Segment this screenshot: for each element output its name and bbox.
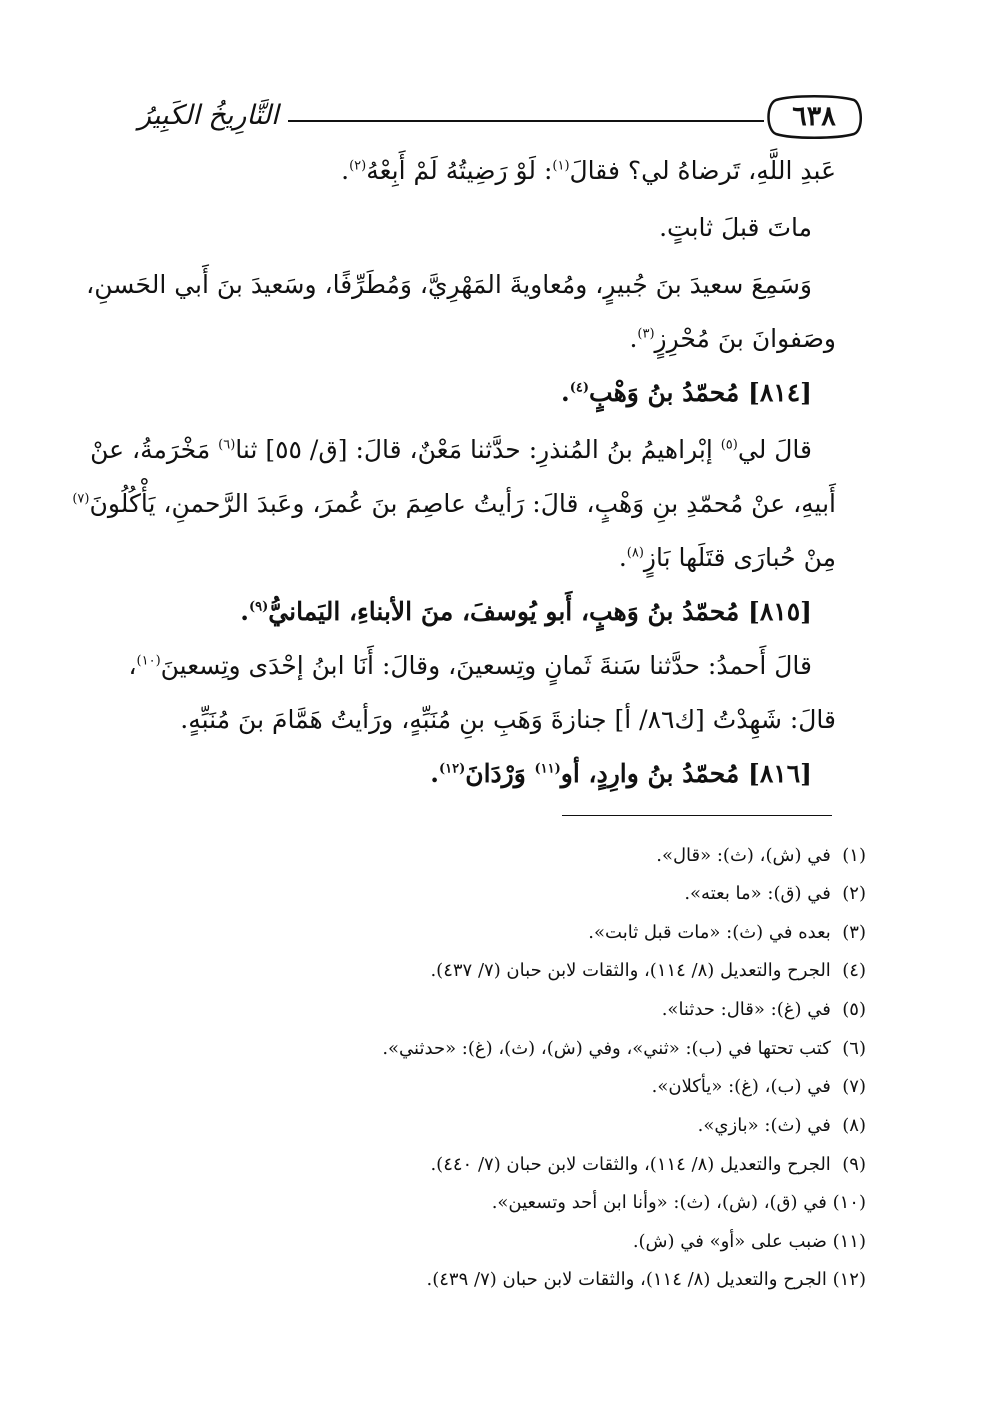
body-line: قالَ: شَهِدْتُ [ك٨٦/ أ] جنازةَ وَهَبِ بنِ مُنَبِّهٍ، ورَأيتُ هَمَّامَ بنَ مُنَبِّهٍ. <box>180 705 836 734</box>
footnote-ref: (١٠) <box>136 653 161 669</box>
header-rule <box>288 120 764 122</box>
footnote: (٩) الجرح والتعديل (٨/ ١١٤)، والثقات لابن حبان (٧/ ٤٤٠). <box>430 1154 866 1175</box>
body-line: مِنْ حُبارَى قتَلَها بَازٍ$^{(٨)}$. <box>618 543 836 572</box>
footnote-ref: (١) <box>552 158 570 174</box>
footnote: (١٠) في (ق)، (ش)، (ث): «وأنا ابن أحد وتسعين». <box>491 1192 866 1213</box>
footnote: (٢) في (ق): «ما بعته». <box>684 883 866 904</box>
footnote-ref: (١٢) <box>438 761 466 777</box>
page-number: ٦٣٨ <box>792 101 836 132</box>
footnote: (٧) في (ب)، (غ): «يأكلان». <box>651 1076 866 1097</box>
body-line: أَبيهِ، عنْ مُحمّدِ بنِ وَهْبٍ، قالَ: رَأيتُ عاصِمَ بنَ عُمرَ، وعَبدَ الرَّحمنِ، يَأْكُلُونَ$^{(٧)}$ <box>72 489 836 518</box>
page-header <box>138 92 868 148</box>
footnote-separator <box>562 815 832 816</box>
body-line: قالَ أَحمدُ: حدَّثنا سَنةَ ثَمانٍ وتِسعينَ، وقالَ: أَنَا ابنُ إحْدَى وتِسعينَ$^{(١٠)}$، <box>128 651 812 680</box>
body-line: ماتَ قبلَ ثابتٍ. <box>659 213 812 242</box>
footnote-ref: (٧) <box>72 491 90 507</box>
footnote-ref: (٦) <box>218 437 236 453</box>
footnote: (٨) في (ث): «بازي». <box>697 1115 866 1136</box>
entry-heading: [٨١٥] مُحمّدُ بنُ وَهبٍ، أَبو يُوسفَ، منَ الأبناءِ، اليَمانيُّ$^{(٩)}$. <box>240 597 812 626</box>
entry-heading: [٨١٤] مُحمّدُ بنُ وَهْبٍ$^{(٤)}$. <box>561 378 812 407</box>
footnote: (٦) كتب تحتها في (ب): «ثني»، وفي (ش)، (ث)، (غ): «حدثني». <box>382 1038 866 1059</box>
footnote: (٣) بعده في (ث): «مات قبل ثابت». <box>588 922 866 943</box>
footnote-ref: (٨) <box>626 545 644 561</box>
footnote-ref: (٩) <box>249 599 269 615</box>
footnote-ref: (١١) <box>534 761 561 777</box>
footnote: (١٢) الجرح والتعديل (٨/ ١١٤)، والثقات لابن حبان (٧/ ٤٣٩). <box>426 1269 866 1290</box>
footnote: (٤) الجرح والتعديل (٨/ ١١٤)، والثقات لابن حبان (٧/ ٤٣٧). <box>430 960 866 981</box>
book-title: التَّارِيخُ الكَبِيرُ <box>138 100 279 131</box>
footnote: (١١) ضبب على «أو» في (ش). <box>632 1231 866 1252</box>
body-line: قالَ لي$^{(٥)}$ إبْراهيمُ بنُ المُنذرِ: حدَّثنا مَعْنٌ، قالَ: [ق/ ٥٥] ثنا$^{(٦)}$ مَخْرَمةُ، عنْ <box>90 435 812 464</box>
body-line: وصَفوانَ بنَ مُحْرِزٍ$^{(٣)}$. <box>629 324 836 353</box>
footnote-ref: (٢) <box>349 158 367 174</box>
footnote: (٥) في (غ): «قال: حدثنا». <box>661 999 866 1020</box>
footnote: (١) في (ش)، (ث): «قال». <box>656 845 866 866</box>
footnote-ref: (٤) <box>569 380 590 396</box>
body-line: عَبدِ اللَّهِ، تَرضاهُ لي؟ فقالَ$^{(١)}$: لَوْ رَضِيتُهُ لَمْ أَبِعْهُ$^{(٢)}$. <box>341 156 836 185</box>
entry-heading: [٨١٦] مُحمّدُ بنُ وارِدٍ، أو$^{(١١)}$ وَرْدَانَ$^{(١٢)}$. <box>430 759 812 788</box>
page-number-badge <box>762 94 866 140</box>
footnote-ref: (٣) <box>637 326 655 342</box>
footnote-ref: (٥) <box>720 437 738 453</box>
body-line: وَسَمِعَ سعيدَ بنَ جُبيرٍ، ومُعاويةَ المَهْرِيَّ، وَمُطَرِّفًا، وسَعيدَ بنَ أَبي الحَسنِ، <box>86 270 812 299</box>
